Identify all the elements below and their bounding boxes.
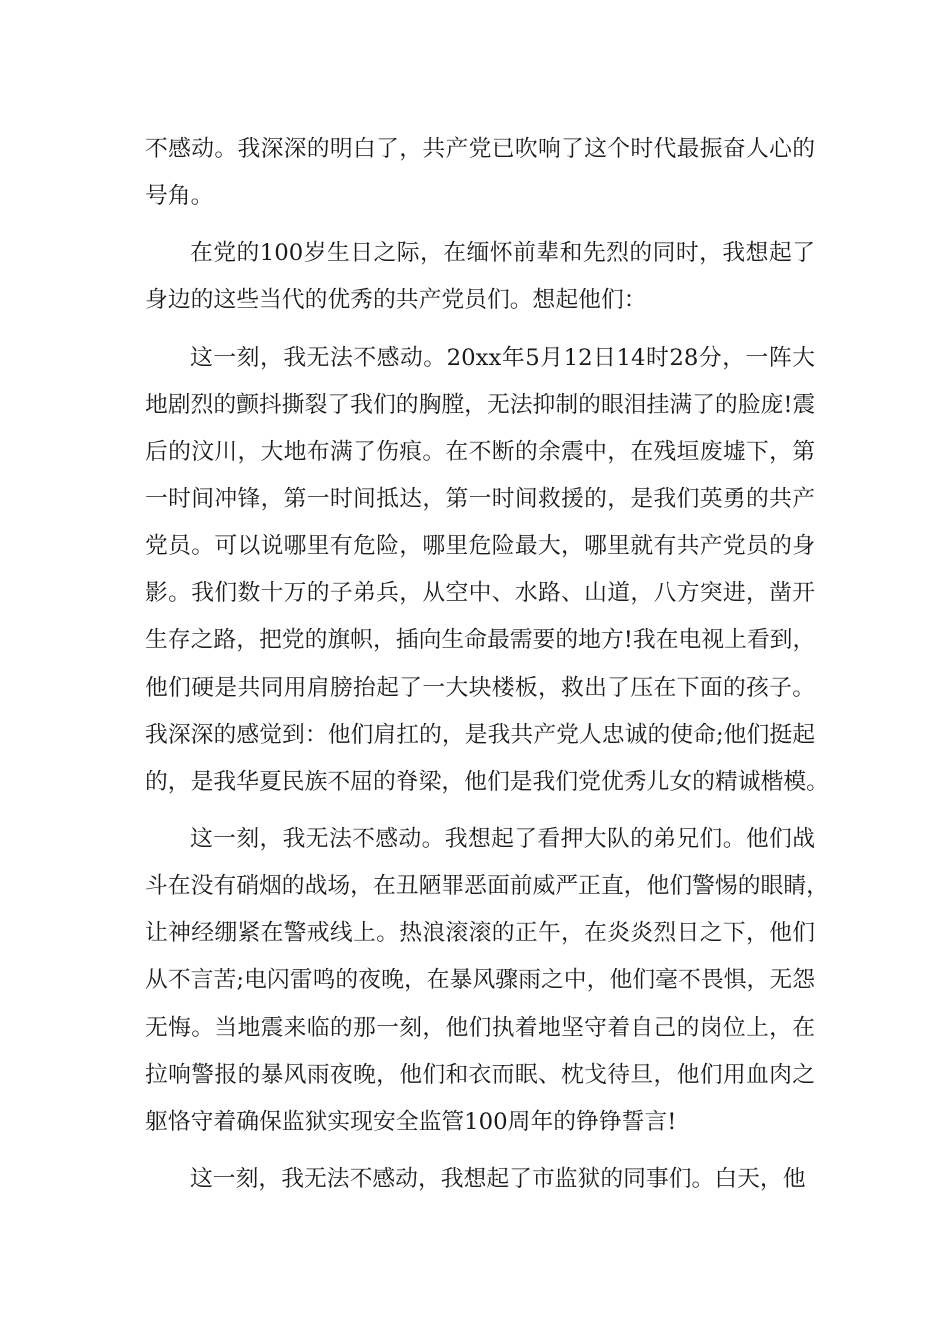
- paragraph-gap: [145, 220, 815, 230]
- text-line: 后的汶川，大地布满了伤痕。在不断的余震中，在残垣废墟下，第: [145, 438, 815, 465]
- text-line: 他们硬是共同用肩膀抬起了一大块楼板，救出了压在下面的孩子。: [145, 674, 815, 701]
- paragraph: [145, 335, 829, 806]
- text-line: 这一刻，我无法不感动。我想起了看押大队的弟兄们。他们战: [190, 825, 815, 852]
- text-line: 让神经绷紧在警戒线上。热浪滚滚的正午，在炎炎烈日之下，他们: [145, 920, 815, 947]
- text-line: 从不言苦;电闪雷鸣的夜晚，在暴风骤雨之中，他们毫不畏惧，无怨: [145, 967, 815, 994]
- text-line: 党员。可以说哪里有危险，哪里危险最大，哪里就有共产党员的身: [145, 533, 815, 560]
- paragraph: [145, 816, 829, 1146]
- text-line: 生存之路，把党的旗帜，插向生命最需要的地方!我在电视上看到，: [145, 627, 816, 654]
- document-body: [145, 126, 829, 1203]
- text-line: 这一刻，我无法不感动。20xx年5月12日14时28分，一阵大: [190, 344, 815, 371]
- text-line: 在党的100岁生日之际，在缅怀前辈和先烈的同时，我想起了: [190, 240, 815, 267]
- text-line: 的，是我华夏民族不屈的脊梁，他们是我们党优秀儿女的精诚楷模。: [145, 768, 829, 795]
- text-line: 身边的这些当代的优秀的共产党员们。想起他们：: [145, 287, 647, 314]
- text-line: 号角。: [145, 183, 214, 210]
- text-line: 我深深的感觉到：他们肩扛的，是我共产党人忠诚的使命;他们挺起: [145, 721, 815, 748]
- text-line: 无悔。当地震来临的那一刻，他们执着地坚守着自己的岗位上，在: [145, 1014, 815, 1041]
- text-line: 这一刻，我无法不感动，我想起了市监狱的同事们。白天，他: [190, 1165, 806, 1192]
- text-line: 躯恪守着确保监狱实现安全监管100周年的铮铮誓言!: [145, 1108, 677, 1135]
- paragraph: [145, 126, 815, 220]
- text-line: 不感动。我深深的明白了，共产党已吹响了这个时代最振奋人心的: [145, 136, 815, 162]
- paragraph: [145, 230, 815, 324]
- text-line: 一时间冲锋，第一时间抵达，第一时间救援的，是我们英勇的共产: [145, 485, 815, 512]
- paragraph-gap: [145, 325, 815, 335]
- text-line: 影。我们数十万的子弟兵，从空中、水路、山道，八方突进，凿开: [145, 580, 815, 607]
- text-line: 地剧烈的颤抖撕裂了我们的胸膛，无法抑制的眼泪挂满了的脸庞!震: [145, 391, 816, 418]
- text-line: 斗在没有硝烟的战场，在丑陋罪恶面前威严正直，他们警惕的眼睛，: [145, 873, 829, 900]
- paragraph-gap: [145, 806, 815, 816]
- paragraph: [145, 1156, 815, 1203]
- paragraph-gap: [145, 1146, 815, 1156]
- text-line: 拉响警报的暴风雨夜晚，他们和衣而眠、枕戈待旦，他们用血肉之: [145, 1061, 815, 1088]
